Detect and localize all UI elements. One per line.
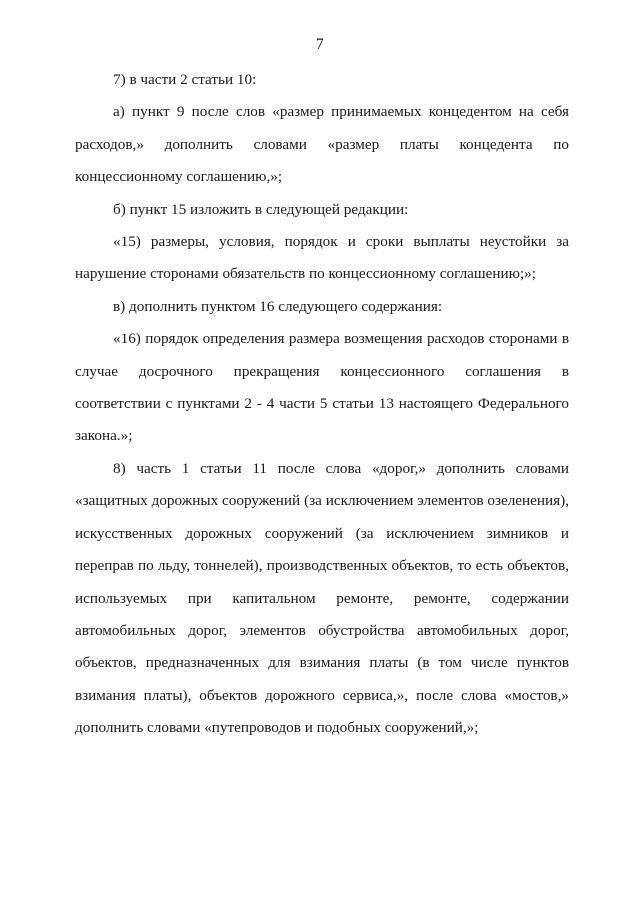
paragraph-subitem-b: б) пункт 15 изложить в следующей редакции: — [113, 200, 409, 218]
paragraph-item-8: 8) часть 1 статьи 11 после слова «дорог,» дополнить словами «защитных дорожных сооружений (за исключением элементов озеленения), искусственных дорожных сооружений (за исключением зимников и переправ по льду, тоннелей), производственных объектов, то есть объектов, используемых при капитальном ремонте, ремонте, содержании автомобильных дорог, элементов обустройства автомобильных дорог, объектов, предназначенных для взимания платы (в том числе пунктов взимания платы), объектов дорожного сервиса,», после слова «мостов,» дополнить словами «путепроводов и подобных сооружений,»; — [75, 459, 569, 737]
paragraph-subitem-a: а) пункт 9 после слов «размер принимаемых концедентом на себя расходов,» дополнить словами «размер платы концедента по концессионному соглашению,»; — [75, 103, 569, 186]
paragraph-item-7: 7) в части 2 статьи 10: — [113, 71, 257, 88]
document-body — [75, 64, 569, 745]
paragraph-subitem-v: в) дополнить пунктом 16 следующего содержания: — [113, 297, 443, 315]
page-number: 7 — [315, 36, 325, 53]
paragraph-quote-15: «15) размеры, условия, порядок и сроки выплаты неустойки за нарушение сторонами обязательств по концессионному соглашению;»; — [75, 233, 569, 283]
paragraph-quote-16: «16) порядок определения размера возмещения расходов сторонами в случае досрочного прекращения концессионного соглашения в соответствии с пунктами 2 - 4 части 5 статьи 13 настоящего Федерального закона.»; — [75, 330, 569, 445]
